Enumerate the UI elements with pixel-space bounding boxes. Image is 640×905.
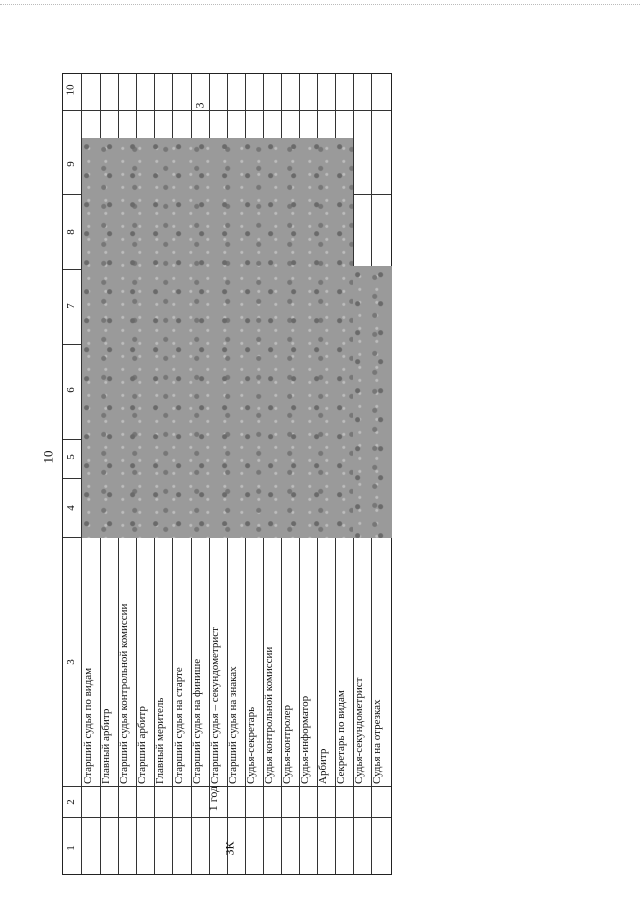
- judges-table: [62, 73, 392, 875]
- role-text: Секретарь по видам: [335, 690, 347, 784]
- role-text: Главный арбитр: [100, 708, 112, 784]
- column-number: 9: [64, 161, 77, 167]
- role-text: Судья-секретарь: [245, 706, 257, 784]
- column10-value: 3: [192, 102, 207, 109]
- column-number: 6: [64, 387, 77, 393]
- role-text: Старший арбитр: [136, 706, 148, 784]
- role-text: Судья-секундометрист: [353, 677, 365, 784]
- role-text: Старший судья на старте: [173, 667, 185, 784]
- role-text: Главный меритель: [154, 697, 166, 784]
- redacted-area: [82, 138, 353, 538]
- role-text: Арбитр: [317, 748, 329, 784]
- column-number: 3: [64, 659, 77, 665]
- column-number: 10: [64, 84, 77, 96]
- role-text: Старший судья на знаках: [227, 666, 239, 784]
- scan-edge-line: [0, 4, 640, 5]
- column-number: 5: [64, 454, 77, 460]
- role-text: Судья-контролер: [281, 704, 293, 784]
- role-text: Старший судья – секундометрист: [209, 627, 221, 784]
- column-number: 7: [64, 303, 77, 309]
- term-label: 1 год: [206, 785, 221, 812]
- column-number: 8: [64, 229, 77, 235]
- role-text: Судья контрольной комиссии: [263, 646, 275, 784]
- role-text: Старший судья на финише: [191, 658, 203, 784]
- category-label: ЗК: [222, 841, 237, 856]
- column-number: 1: [64, 845, 77, 851]
- role-text: Судья-информатор: [299, 695, 311, 784]
- role-text: Судья на отрезках: [371, 699, 383, 784]
- role-text: Старший судья по видам: [82, 667, 94, 784]
- column-number: 4: [64, 505, 77, 511]
- page-number: 10: [40, 450, 56, 464]
- column-number: 2: [64, 799, 77, 805]
- column-line: [63, 817, 391, 818]
- redacted-area: [353, 266, 392, 538]
- role-text: Старший судья контрольной комиссии: [118, 603, 130, 784]
- column-line: [63, 786, 391, 787]
- column-line: [63, 110, 391, 111]
